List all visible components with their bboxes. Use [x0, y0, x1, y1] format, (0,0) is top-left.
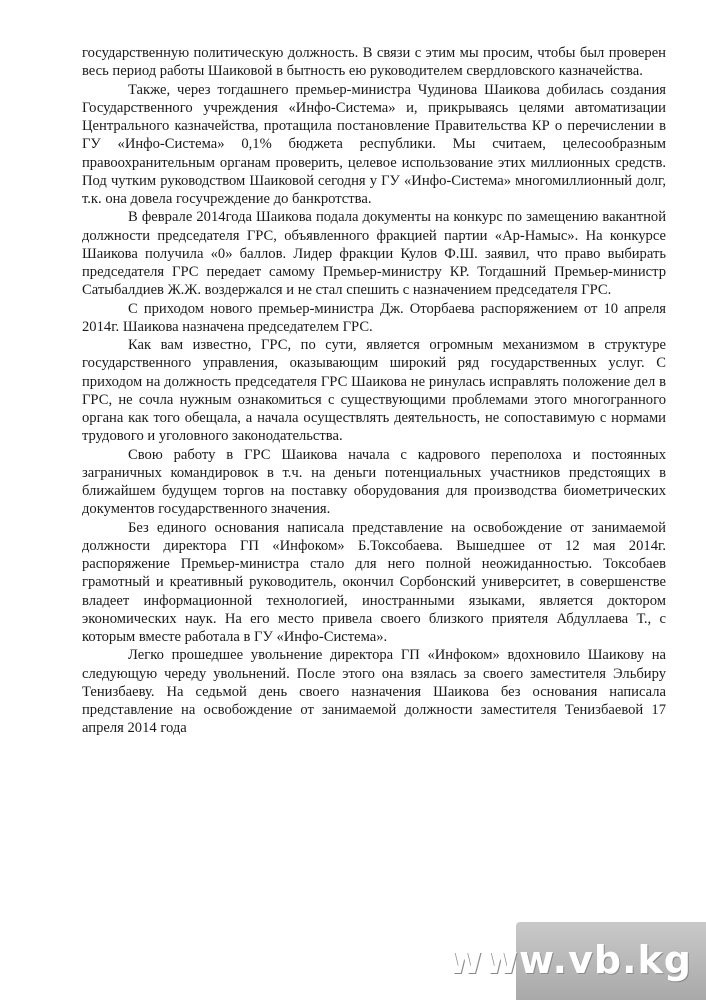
paragraph-3: В феврале 2014года Шаикова подала документы на конкурс по замещению вакантной должности председателя ГРС, объявленного фракцией партии «Ар-Намыс». На конкурсе Шаикова получила «0» баллов. Лидер фракции Кулов Ф.Ш. заявил, что право выбирать председателя ГРС передает самому Премьер-министру КР. Тогдашний Премьер-министр Сатыбалдиев Ж.Ж. воздержался и не стал спешить с назначением председателя ГРС.: [82, 209, 666, 299]
paragraph-7: Без единого основания написала представление на освобождение от занимаемой должности директора ГП «Инфоком» Б.Токсобаева. Вышедшее от 12 мая 2014г. распоряжение Премьер-министра стало для него полной неожиданностью. Токсобаев грамотный и креативный руководитель, окончил Сорбонский университет, в совершенстве владеет информационной технологией, иностранными языками, является доктором экономических наук. На его место привела своего близкого приятеля Абдуллаева Т., с которым вместе работала в ГУ «Инфо-Система».: [82, 519, 666, 645]
paragraph-1: государственную политическую должность. В связи с этим мы просим, чтобы был проверен весь период работы Шаиковой в бытность ею руководителем свердловского казначейства.: [82, 45, 666, 80]
site-watermark: [446, 922, 706, 1000]
watermark-text: www.vb.kg: [446, 938, 692, 982]
document-body: [82, 44, 666, 738]
paragraph-5: Как вам известно, ГРС, по сути, является огромным механизмом в структуре государственного управления, оказывающим широкий ряд государственных услуг. С приходом на должность председателя ГРС Шаикова не ринулась исправлять положение дел в ГРС, не сочла нужным ознакомиться с существующими проблемами этого многогранного органа как того обещала, а начала осуществлять деятельность, не сопоставимую с нормами трудового и уголовного законодательства.: [82, 337, 666, 445]
paragraph-4: С приходом нового премьер-министра Дж. Оторбаева распоряжением от 10 апреля 2014г. Шаикова назначена председателем ГРС.: [82, 300, 666, 335]
paragraph-8: Легко прошедшее увольнение директора ГП «Инфоком» вдохновило Шаикову на следующую череду увольнений. После этого она взялась за своего заместителя Эльбиру Тенизбаеву. На седьмой день своего назначения Шаикова без основания написала представление на освобождение от занимаемой должности заместителя Тенизбаевой 17 апреля 2014 года: [82, 647, 666, 737]
paragraph-6: Свою работу в ГРС Шаикова начала с кадрового переполоха и постоянных заграничных командировок в т.ч. на деньги потенциальных участников предстоящих в ближайшем будущем торгов на поставку оборудования для производства биометрических документов государственного значения.: [82, 446, 666, 518]
paragraph-2: Также, через тогдашнего премьер-министра Чудинова Шаикова добилась создания Государственного учреждения «Инфо-Система» и, прикрываясь целями автоматизации Центрального казначейства, протащила постановление Правительства КР о перечислении в ГУ «Инфо-Система» 0,1% бюджета республики. Мы считаем, целесообразным правоохранительным органам проверить, целевое использование этих миллионных средств. Под чутким руководством Шаиковой сегодня у ГУ «Инфо-Система» многомиллионный долг, т.к. она довела госучреждение до банкротства.: [82, 81, 666, 207]
